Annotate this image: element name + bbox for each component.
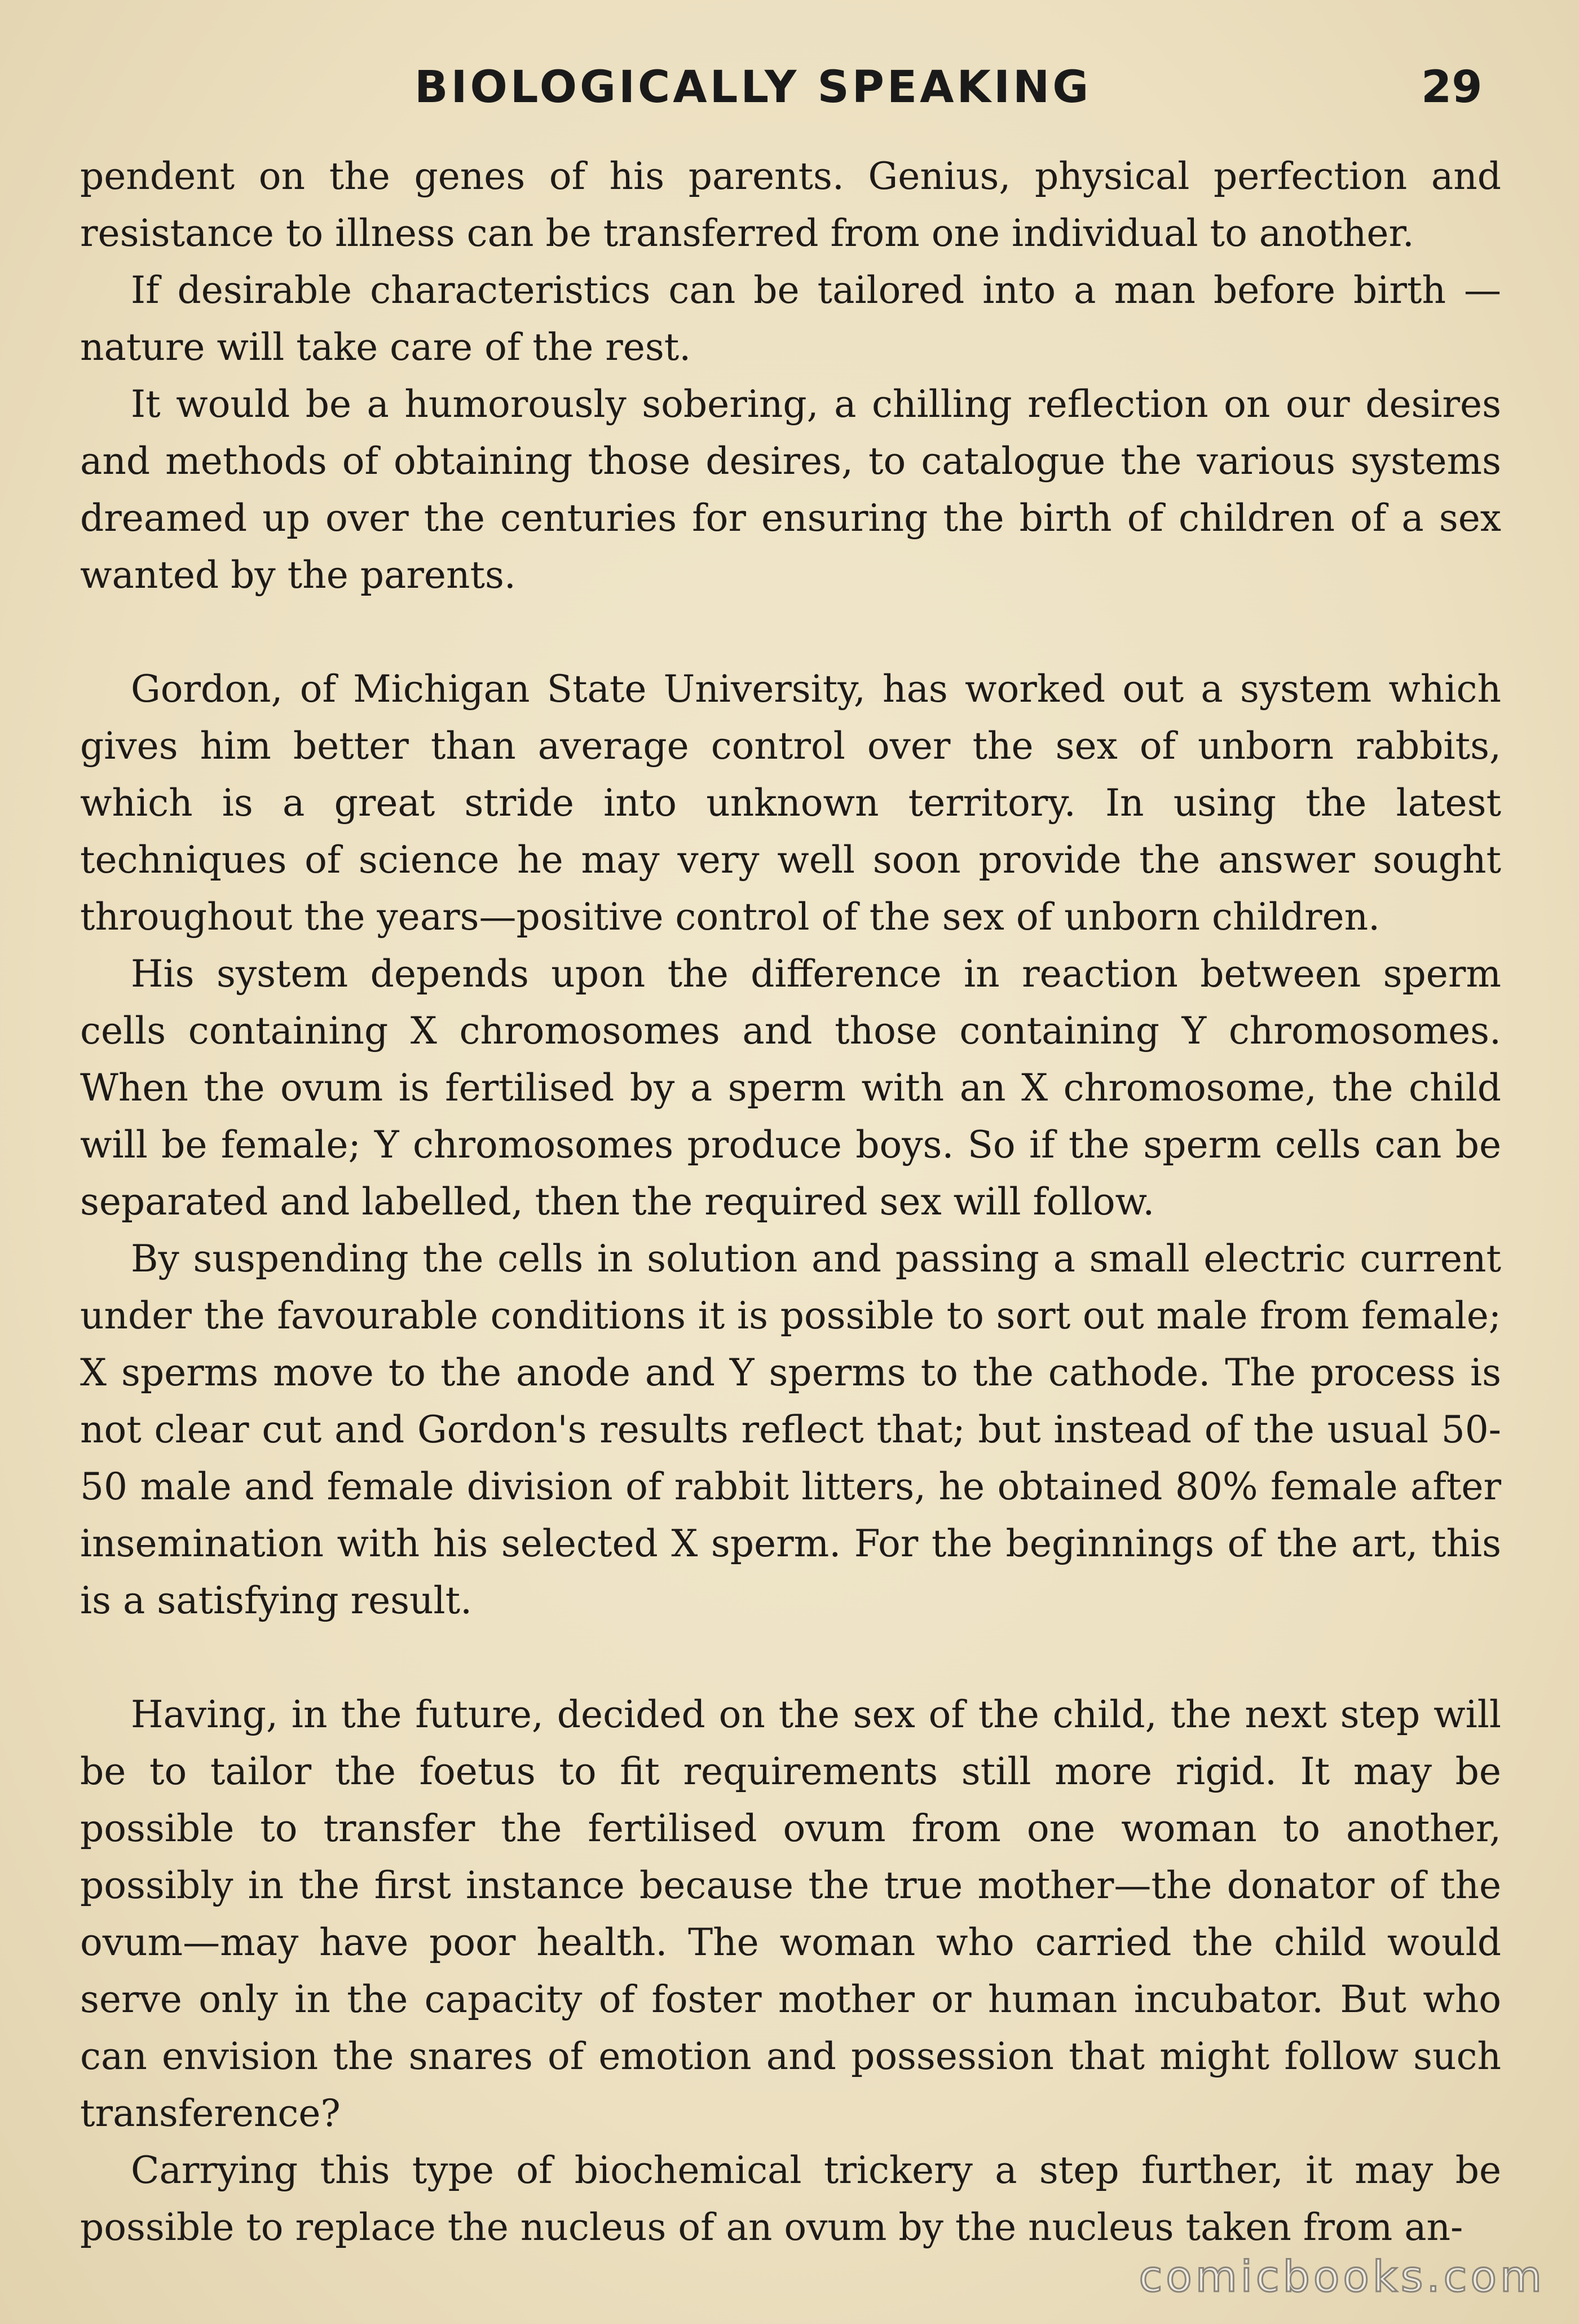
page-header	[0, 62, 1579, 124]
body-text	[80, 148, 1501, 2256]
paragraph: Carrying this type of biochemical trickery a step further, it may be possible to replace the nucleus of an ovum by the nucleus taken from an-	[80, 2149, 1501, 2249]
paragraph: Gordon, of Michigan State University, has worked out a system which gives him better than average control over the sex of unborn rabbits, which is a great stride into unknown territory. In using the latest techniques of science he may very well soon provide the answer sought throughout the years—positive control of the sex of unborn children.	[80, 667, 1501, 939]
paragraph: If desirable characteristics can be tailored into a man before birth —nature will take care of the rest.	[80, 269, 1501, 369]
paragraph: Having, in the future, decided on the sex of the child, the next step will be to tailor the foetus to fit requirements still more rigid. It may be possible to transfer the fertilised ovum from one woman to another, possibly in the first instance because the true mother—the donator of the ovum—may have poor health. The woman who carried the child would serve only in the capacity of foster mother or human incubator. But who can envision the snares of emotion and possession that might follow such transference?	[80, 1693, 1501, 2135]
page-number: 29	[1421, 62, 1483, 113]
paragraph-continuation: pendent on the genes of his parents. Genius, physical perfection and resistance to illness can be transferred from one individual to another.	[80, 155, 1501, 255]
paragraph: By suspending the cells in solution and passing a small electric current under the favourable conditions it is possible to sort out male from female; X sperms move to the anode and Y sperms to the cathode. The process is not clear cut and Gordon's results reflect that; but instead of the usual 50-50 male and female division of rabbit litters, he obtained 80% female after insemination with his selected X sperm. For the beginnings of the art, this is a satisfying result.	[80, 1237, 1501, 1622]
paragraph: It would be a humorously sobering, a chilling reflection on our desires and methods of obtaining those desires, to catalogue the various systems dreamed up over the centuries for ensuring the birth of children of a sex wanted by the parents.	[80, 382, 1501, 597]
running-title: BIOLOGICALLY SPEAKING	[414, 62, 1092, 113]
watermark: comicbooks.com	[1139, 2251, 1545, 2301]
paragraph: His system depends upon the difference in reaction between sperm cells containing X chromosomes and those containing Y chromosomes. When the ovum is fertilised by a sperm with an X chromosome, the child will be female; Y chromosomes produce boys. So if the sperm cells can be separated and labelled, then the required sex will follow.	[80, 952, 1501, 1223]
